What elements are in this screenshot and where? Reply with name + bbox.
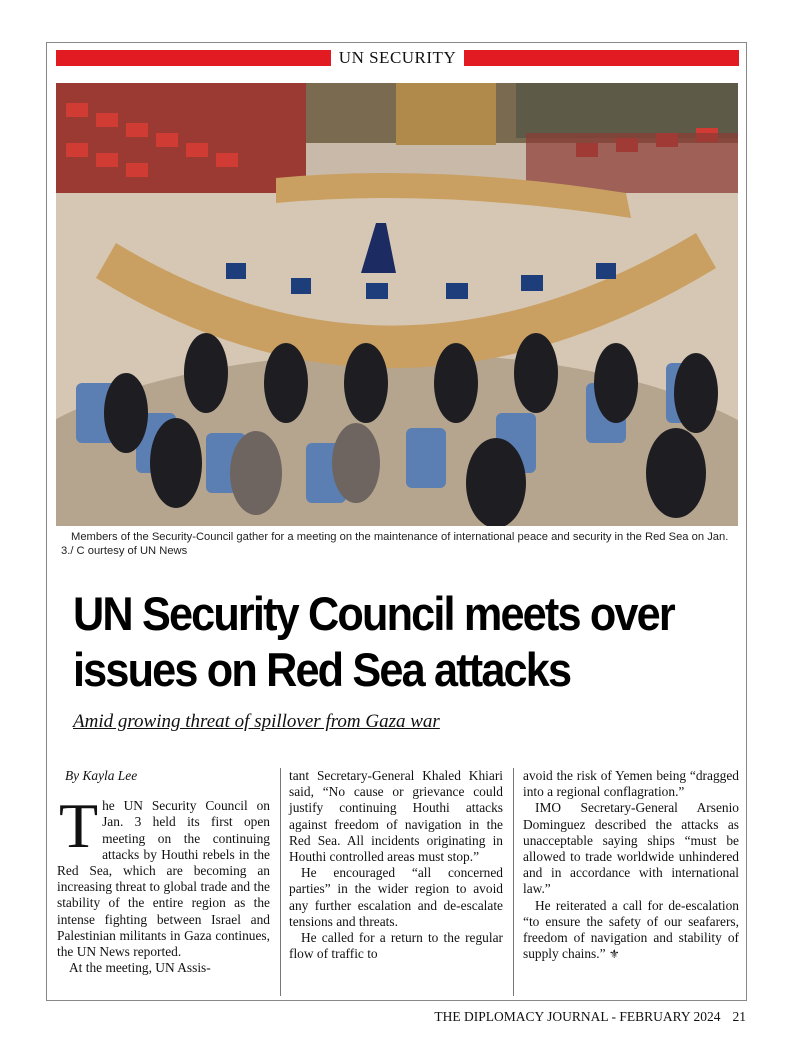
drop-cap: T xyxy=(59,790,99,862)
photo-image xyxy=(56,83,738,526)
paragraph: avoid the risk of Yemen being “dragged into a regional conflagration.” xyxy=(523,768,739,800)
paragraph xyxy=(57,790,270,960)
headline xyxy=(73,586,699,698)
paragraph: IMO Secretary-General Arsenio Dominguez described the attacks as unacceptable saying ships “must be allowed to trade worldwide unhindered and in accordance with international law.” xyxy=(523,800,739,897)
page-number: 21 xyxy=(732,1009,746,1024)
paragraph: At the meeting, UN Assis- xyxy=(69,960,211,976)
end-of-article-icon: ⚜ xyxy=(608,947,620,962)
paragraph-text: he UN Security Council on Jan. 3 held its first open meeting on the continuing attacks by Houthi rebels in the Red Sea, which are becoming an increasing threat to global trade and the stability of the entire region as the intense fighting between Israel and Palestinian militants in Gaza continues, the UN News reported. xyxy=(57,798,270,960)
article-column-3 xyxy=(523,768,739,962)
headline-line-2: issues on Red Sea attacks xyxy=(73,643,571,696)
journal-issue: THE DIPLOMACY JOURNAL - FEBRUARY 2024 xyxy=(434,1009,721,1024)
section-header xyxy=(56,49,739,67)
article-column-1 xyxy=(57,768,270,976)
paragraph: tant Secretary-General Khaled Khiari said, “No cause or grievance could justify continuing Houthi attacks against freedom of navigation in the Red Sea. All incidents originating in Houthi controlled areas must stop.” xyxy=(289,768,503,865)
photo-caption: Members of the Security-Council gather for a meeting on the maintenance of international peace and security in the Red Sea on Jan. 3./ C ourtesy of UN News xyxy=(61,531,729,557)
section-label: UN SECURITY xyxy=(338,48,457,67)
paragraph-text: He reiterated a call for de-escalation “to ensure the safety of our seafarers, freedom of navigation and stability of supply chains.” xyxy=(523,897,739,962)
section-bar-right xyxy=(464,50,739,66)
paragraph: He called for a return to the regular flow of traffic to xyxy=(289,930,503,962)
page-footer xyxy=(434,1009,746,1025)
article-column-2 xyxy=(289,768,503,962)
paragraph xyxy=(523,898,739,963)
column-divider xyxy=(513,768,514,996)
byline: By Kayla Lee xyxy=(65,768,138,783)
subheadline: Amid growing threat of spillover from Gaza war xyxy=(73,711,440,732)
section-bar-left xyxy=(56,50,331,66)
paragraph: He encouraged “all concerned parties” in the wider region to avoid any further escalation and de-escalate tensions and threats. xyxy=(289,865,503,929)
headline-line-1: UN Security Council meets over xyxy=(73,587,674,640)
column-divider xyxy=(280,768,281,996)
